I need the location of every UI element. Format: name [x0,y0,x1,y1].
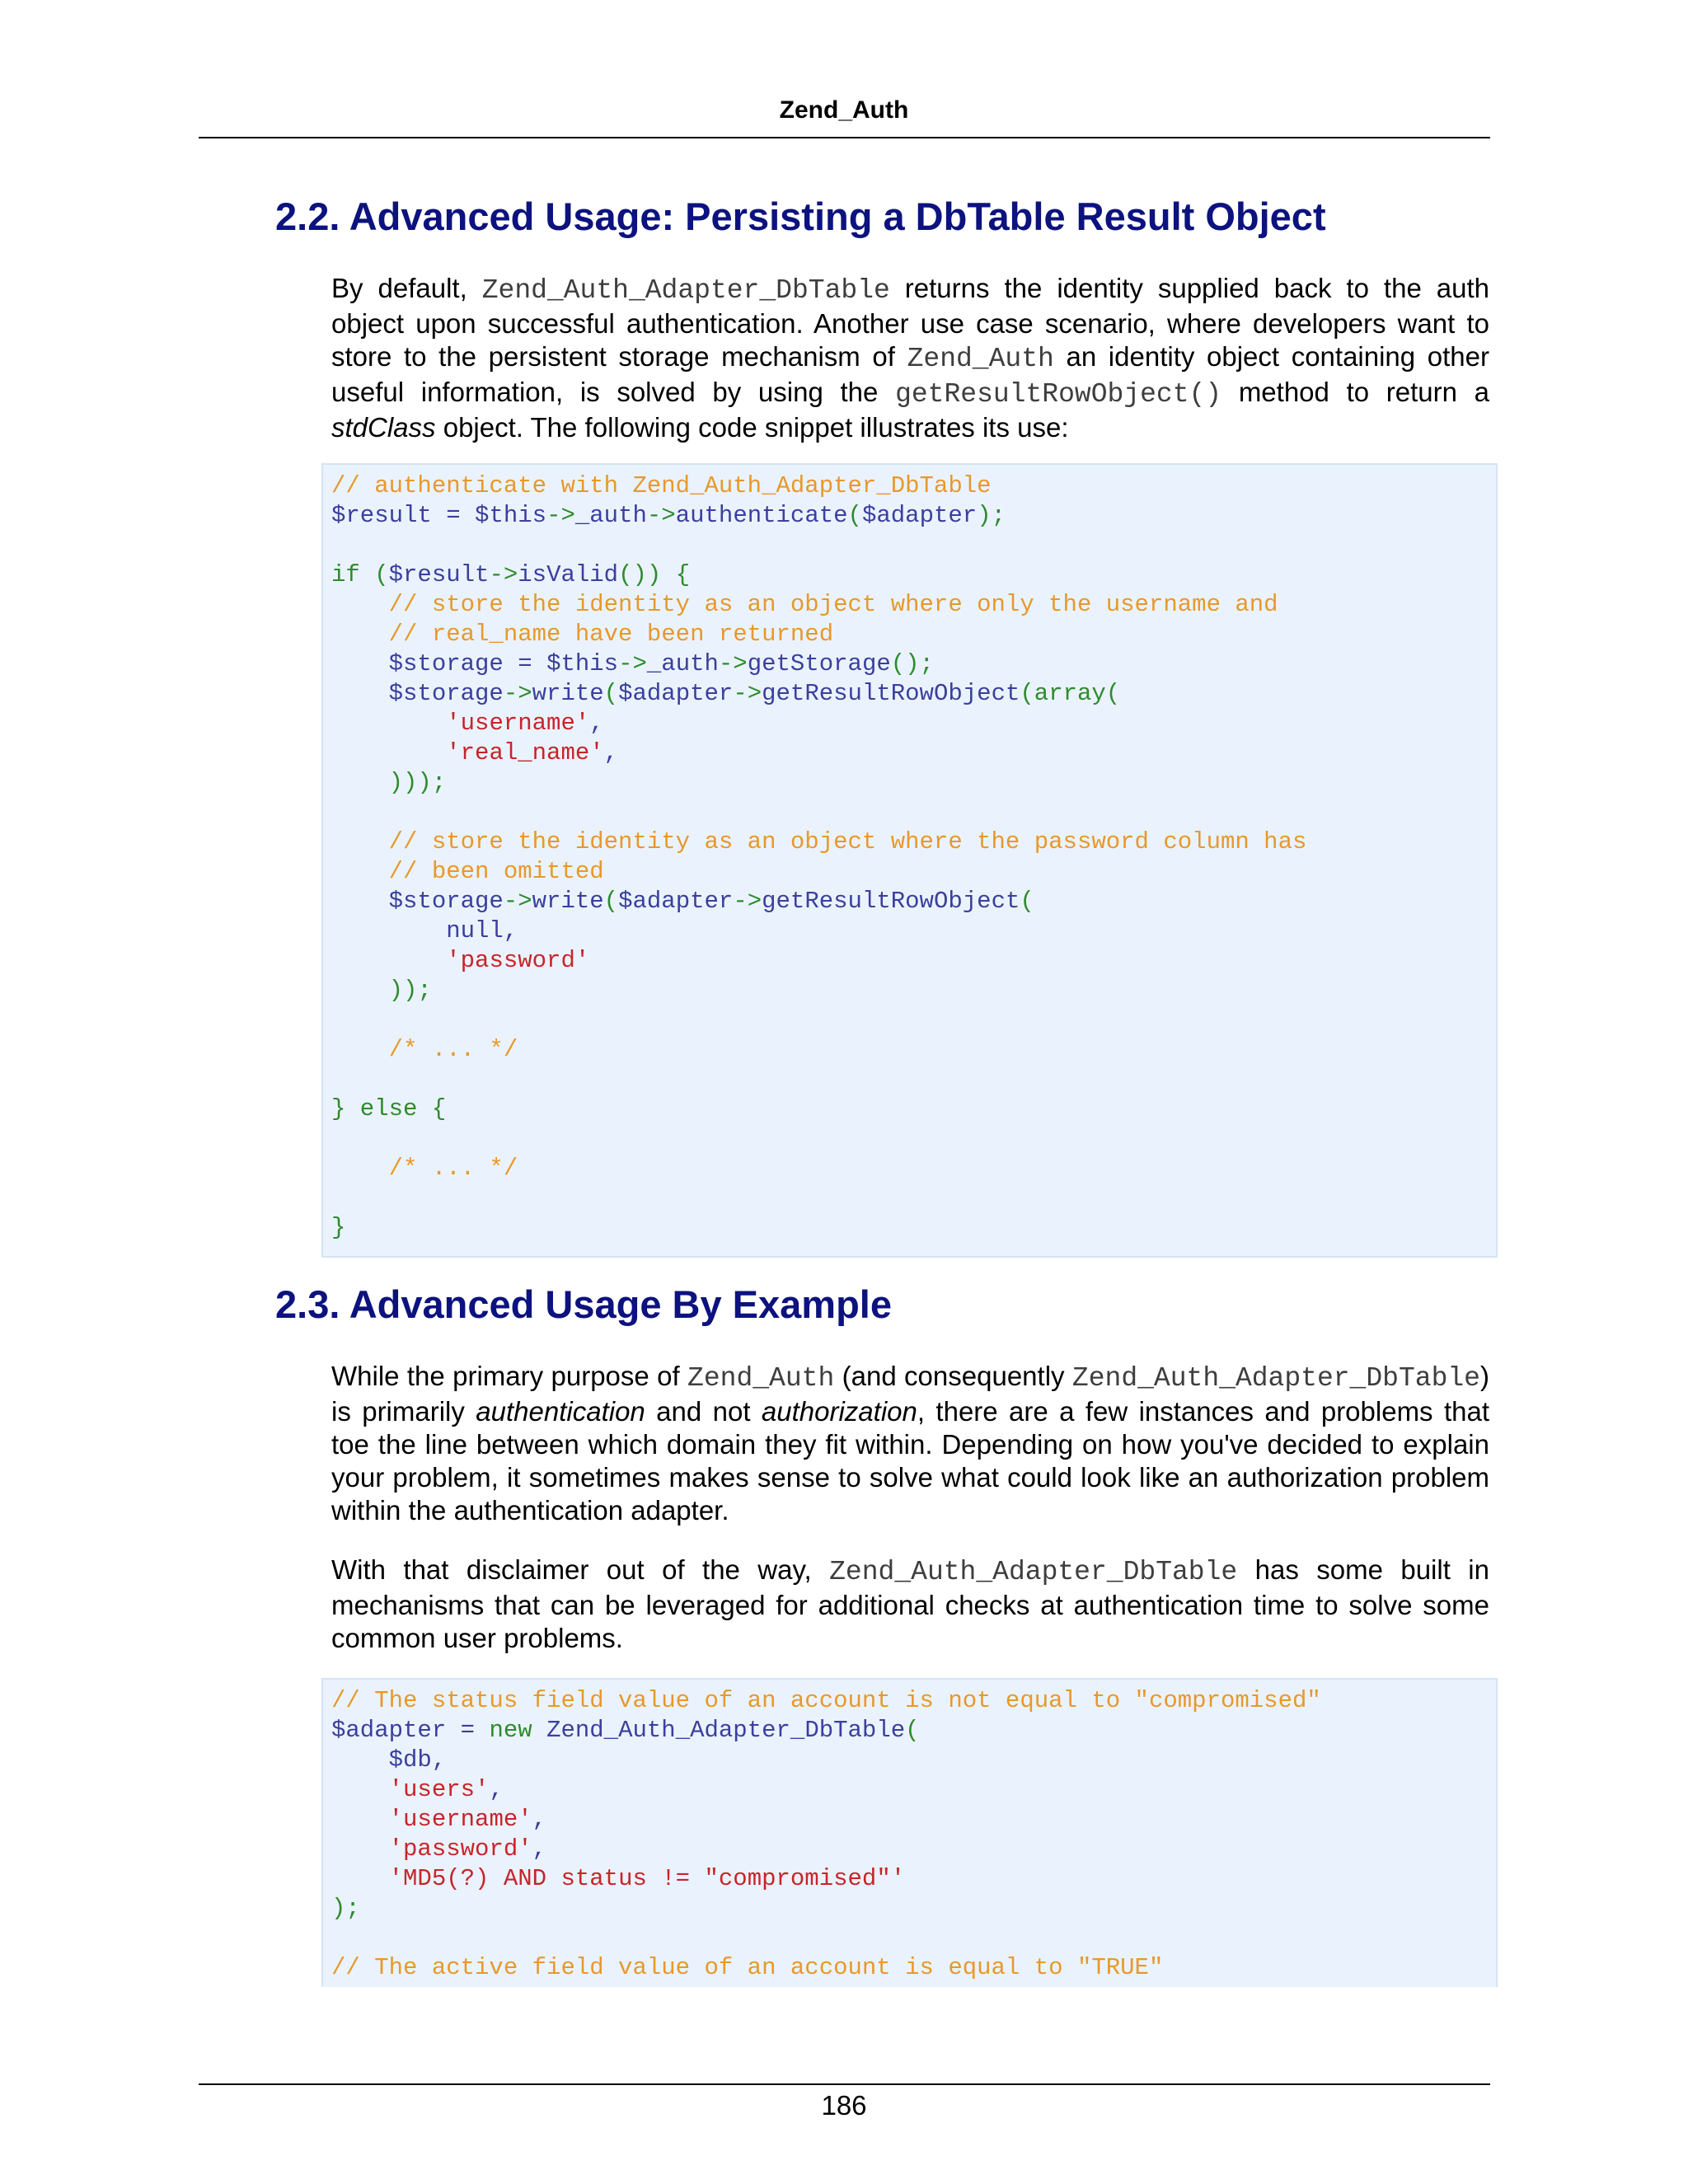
code-token: getStorage [747,650,891,677]
code-line [331,1716,1488,1746]
code-line [331,560,1488,590]
code-token: 'username' [446,710,590,737]
code-token: , [489,1776,504,1803]
inline-code: Zend_Auth [907,344,1054,374]
footer-rule [199,2083,1490,2085]
code-token: _auth [574,502,647,529]
code-line [331,709,1488,738]
code-token [331,1776,389,1803]
code-token: isValid [518,561,619,588]
code-line [331,738,1488,768]
header-rule [199,137,1490,138]
code-token: /* ... */ [331,1036,518,1063]
code-token: 'real_name' [446,739,604,766]
code-token: ( [603,888,619,915]
code-block-adapter-checks [321,1678,1498,1987]
code-token: , [589,710,604,737]
code-line [331,1154,1488,1183]
code-token: , [532,1835,547,1863]
code-token: write [532,680,604,707]
inline-code: getResultRowObject() [895,379,1222,410]
code-token: , [532,1806,547,1833]
code-line [331,1213,1488,1243]
code-token: $storage [331,680,504,707]
code-token: -> [503,680,532,707]
code-token: $adapter [618,888,734,915]
code-token: $this [475,502,547,529]
paragraph-text: has some built in mechanisms that can be leveraged for additional checks at authentication time to solve some common user problems. [331,1554,1489,1653]
code-token: ( [1020,888,1034,915]
code-token: -> [503,888,532,915]
code-token: 'username' [388,1806,532,1833]
code-token: , [603,739,619,766]
code-token: 'password' [388,1835,532,1863]
code-token: -> [718,650,748,677]
code-line [331,649,1488,679]
code-token: ( [905,1717,920,1744]
code-token [331,1835,389,1863]
code-line [331,1124,1488,1154]
paragraph-text: By default, [331,273,482,303]
code-token: $db [331,1746,432,1774]
code-token: $result [331,502,432,529]
code-token: $adapter [861,502,978,529]
emphasis-text: stdClass [331,412,436,443]
code-token: new [489,1717,532,1744]
code-token: $adapter [618,680,734,707]
code-token: $this [546,650,619,677]
code-token: , [431,1746,447,1774]
code-token: = [446,1717,490,1744]
code-line [331,590,1488,620]
code-token: ); [977,502,1006,529]
code-line [331,501,1488,531]
code-token: /* ... */ [331,1155,518,1182]
code-token [331,739,446,766]
code-block-result-object [321,463,1498,1258]
code-token: -> [489,561,518,588]
code-token: 'users' [388,1776,490,1803]
paragraph-text: returns the identity supplied back to the auth object upon successful authentication. Another use case scenario, where developers want to store to the persistent storage mechanism of [331,273,1489,372]
code-line [331,1065,1488,1094]
code-line [331,827,1488,857]
code-line [331,1924,1488,1953]
code-token [331,947,446,974]
code-line [331,1864,1488,1894]
code-token: ( [847,502,862,529]
code-token: )); [331,977,432,1004]
paragraph-text: an identity object containing other useful information, is solved by using the [331,341,1489,407]
paragraph-text: ) is primarily [331,1361,1489,1427]
inline-code: Zend_Auth_Adapter_DbTable [1071,1363,1480,1394]
code-line [331,768,1488,798]
paragraph-disclaimer [331,1554,1489,1655]
code-line [331,1805,1488,1835]
code-token: // been omitted [331,858,604,885]
code-line [331,471,1488,501]
code-token: ))); [331,769,447,796]
code-token: ); [331,1895,360,1922]
code-token: if ( [331,561,389,588]
code-line [331,1686,1488,1716]
code-token: $storage [331,650,504,677]
code-line [331,1005,1488,1035]
code-token: 'MD5(?) AND status != "compromised"' [388,1865,906,1892]
code-token: $result [388,561,490,588]
code-line [331,1835,1488,1864]
code-line [331,1775,1488,1805]
paragraph-text: object. The following code snippet illustrates its use: [435,412,1069,443]
code-token: -> [733,888,762,915]
page-number: 186 [821,2090,867,2121]
code-token: getResultRowObject [762,680,1020,707]
code-token: // store the identity as an object where only the username and [331,591,1278,618]
code-token: } [331,1214,346,1241]
code-token: // real_name have been returned [331,621,834,648]
code-token: ( [603,680,619,707]
code-line [331,976,1488,1005]
inline-code: Zend_Auth_Adapter_DbTable [481,275,890,306]
inline-code: Zend_Auth_Adapter_DbTable [829,1557,1238,1587]
code-token: $storage [331,888,504,915]
code-token: ()) { [618,561,691,588]
code-token [331,1806,389,1833]
code-token: = [503,650,547,677]
paragraph-intro [331,272,1489,444]
code-token [331,710,446,737]
code-line [331,1183,1488,1213]
paragraph-text: method to return a [1221,377,1489,407]
section-heading-2-3: 2.3. Advanced Usage By Example [275,1282,892,1326]
emphasis-text: authorization [761,1396,917,1427]
code-token: -> [646,502,676,529]
paragraph-text: and not [645,1396,762,1427]
code-token: (array( [1020,680,1121,707]
code-line [331,798,1488,827]
code-line [331,1094,1488,1124]
running-header: Zend_Auth [779,96,909,124]
code-token: $adapter [331,1717,447,1744]
code-token: // The status field value of an account is not equal to "compromised" [331,1687,1321,1714]
code-line [331,887,1488,916]
code-line [331,1035,1488,1065]
code-token: , [503,917,518,944]
paragraph-text: While the primary purpose of [331,1361,688,1391]
code-token: write [532,888,604,915]
code-token: -> [733,680,762,707]
code-line [331,946,1488,976]
code-line [331,857,1488,887]
code-token: // store the identity as an object where the password column has [331,828,1307,855]
code-token: -> [546,502,575,529]
code-token: Zend_Auth_Adapter_DbTable [532,1717,906,1744]
code-token: null [331,917,504,944]
code-line [331,531,1488,560]
code-token [331,1865,389,1892]
paragraph-purpose [331,1360,1489,1527]
code-token: _auth [646,650,719,677]
code-token: getResultRowObject [762,888,1020,915]
code-token: // authenticate with Zend_Auth_Adapter_DbTable [331,472,992,499]
paragraph-text: With that disclaimer out of the way, [331,1554,830,1585]
code-token: -> [618,650,647,677]
code-line [331,1894,1488,1924]
code-token: } else { [331,1095,447,1122]
paragraph-text: (and consequently [834,1361,1072,1391]
inline-code: Zend_Auth [687,1363,835,1394]
code-line [331,1746,1488,1775]
section-heading-2-2: 2.2. Advanced Usage: Persisting a DbTable Result Object [275,194,1326,238]
code-token: 'password' [446,947,590,974]
code-token: (); [890,650,934,677]
code-line [331,679,1488,709]
code-token: authenticate [675,502,848,529]
code-line [331,620,1488,649]
code-line [331,1953,1488,1983]
code-token: // The active field value of an account is equal to "TRUE" [331,1954,1164,1981]
emphasis-text: authentication [476,1396,645,1427]
code-token: = [431,502,476,529]
paragraph-text: , there are a few instances and problems that toe the line between which domain they fit within. Depending on how you've decided to explain your problem, it sometimes makes sense to solve what could look like an authorization problem within the authentication adapter. [331,1396,1489,1526]
code-line [331,916,1488,946]
